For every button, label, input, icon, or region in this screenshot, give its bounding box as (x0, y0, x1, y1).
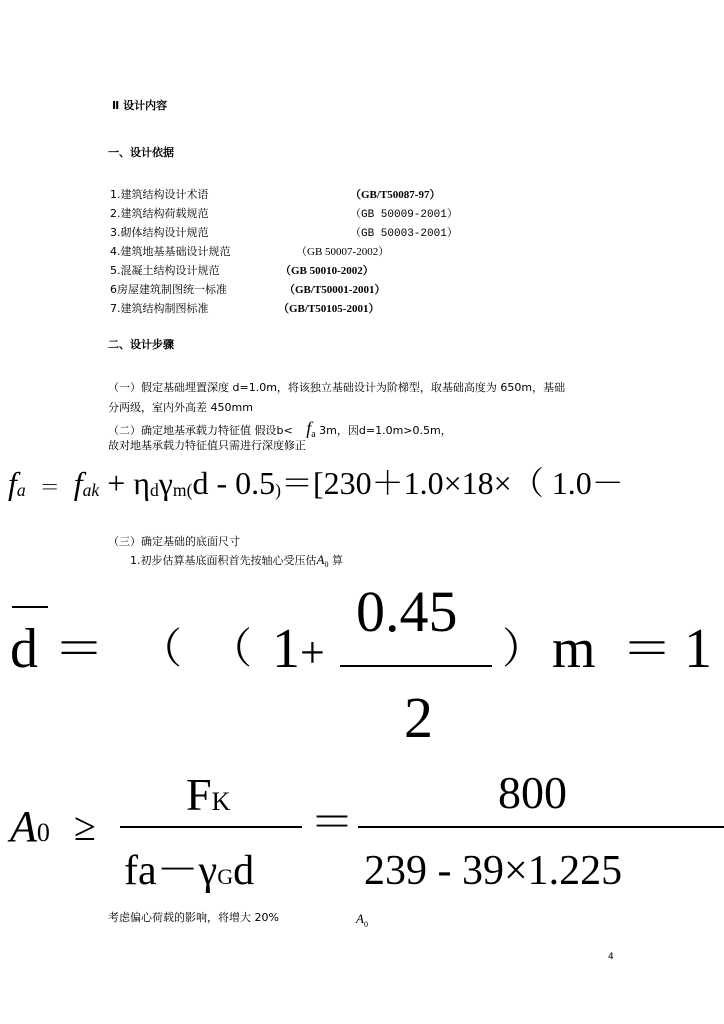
basis-item-code: （GB/T50001-2001） (284, 284, 386, 296)
step2-line2: 故对地基承载力特征值只需进行深度修正 (108, 439, 306, 452)
basis-item-name: 3.砌体结构设计规范 (110, 226, 209, 239)
eq1-eta: η (133, 465, 150, 501)
eq2-equals2: ＝ (622, 621, 672, 677)
basis-item-name: 2.建筑结构荷载规范 (110, 207, 209, 220)
step3-1-end: 算 (331, 554, 343, 567)
bottom-A-wrap (356, 908, 368, 929)
eq2-numerator: 0.45 (356, 579, 458, 644)
basis-item-code: （GB 50007-2002） (296, 246, 390, 258)
eq2-dbar: d (10, 618, 38, 680)
eq3-equals: ＝ (310, 798, 354, 847)
page-number: 4 (608, 952, 614, 962)
eq3-num1-wrap (186, 768, 230, 829)
eq2-equals: ＝ (54, 621, 104, 677)
eq1-fa: f (8, 465, 17, 501)
eq1-fak: f (73, 465, 83, 501)
eq2-denominator: 2 (404, 685, 433, 750)
bottom-A-sub: 0 (363, 920, 368, 930)
eq3-den1-wrap (124, 844, 255, 894)
step3-1-A: A (316, 552, 325, 567)
step2-rest: 3m，因d=1.0m>0.5m， (319, 424, 452, 437)
eq3-den1-d: d (233, 848, 255, 894)
eq1-gamma: γ (158, 465, 173, 501)
eq1-gamma-sub: m( (172, 479, 193, 500)
step3-1-sub: 0 (324, 560, 329, 570)
eq2-one: 1 (272, 618, 300, 680)
eq3-num1: F (186, 769, 212, 820)
eq3-A-wrap (10, 800, 50, 860)
eq3-A: A (10, 802, 37, 851)
eq3-den2: 239 - 39×1.225 (364, 848, 623, 894)
eq2-close: ） (502, 627, 545, 673)
basis-item-name: 7.建筑结构制图标准 (110, 302, 209, 315)
eq1-plus: + (107, 465, 126, 501)
basis-item-name: 6房屋建筑制图统一标准 (110, 283, 227, 296)
eq1-fak-sub: ak (82, 479, 100, 500)
basis-item-code: （GB 50010-2002） (280, 265, 374, 277)
eq3-fraction-bar2 (358, 826, 724, 828)
step3-1 (130, 552, 343, 569)
basis-item-code: （GB/T50087-97） (350, 189, 441, 201)
eq2-paren1: （ (140, 627, 183, 673)
step1-line1: （一）假定基础埋置深度 d=1.0m，将该独立基础设计为阶梯型，取基础高度为 650m，基础 (108, 381, 566, 394)
basis-item-name: 1.建筑结构设计术语 (110, 188, 209, 201)
eq3-fraction-bar1 (120, 826, 302, 828)
eq1-eta-sub: d (149, 479, 159, 500)
eq2-fraction-bar (340, 665, 492, 667)
bearing-capacity-equation (8, 458, 624, 513)
eq3-num1-sub: K (211, 787, 231, 816)
basis-item-name: 4.建筑地基基础设计规范 (110, 245, 231, 258)
basis-item-code: （GB 50003-2001） (350, 228, 458, 240)
eq3-num2: 800 (498, 767, 567, 818)
eq1-rest: ＝[230＋1.0×18×（ 1.0－ (280, 465, 624, 501)
eq2-value: 1 (684, 618, 712, 680)
step1-line2: 分两级，室内外高差 450mm (108, 401, 253, 414)
section-title: Ⅱ 设计内容 (112, 99, 168, 112)
eq2-m: m (552, 618, 596, 680)
basis-item-name: 5.混凝土结构设计规范 (110, 264, 220, 277)
step3-1-text: 1.初步估算基底面积首先按轴心受压估 (130, 554, 317, 567)
eq1-equals: ＝ (39, 477, 60, 499)
step3-title: （三）确定基础的底面尺寸 (108, 535, 240, 548)
step2-text: （二）确定地基承载力特征值 假设b< (108, 424, 293, 437)
eq2-paren2: （ (210, 627, 253, 673)
basis-item-code: （GB/T50105-2001） (278, 303, 380, 315)
eq3-den1-a: fa (124, 848, 157, 894)
step2-fa-sub: a (311, 429, 316, 441)
dbar-overline (12, 606, 48, 608)
heading-design-basis: 一、设计依据 (108, 146, 174, 159)
eq3-A-sub: 0 (36, 818, 50, 847)
eq3-geq: ≥ (74, 804, 96, 849)
heading-design-steps: 二、设计步骤 (108, 338, 174, 351)
eq2-plus: + (300, 628, 325, 677)
eq3-den1-minus: － (156, 848, 199, 894)
step2-fa: f (306, 418, 312, 438)
eq3-den1-gamma-sub: G (217, 864, 234, 889)
bottom-A: A (356, 911, 364, 926)
eq1-fa-sub: a (16, 479, 26, 500)
eq3-den1-gamma: γ (198, 848, 218, 894)
eq1-d-part: d - 0.5 (192, 465, 276, 501)
bottom-note: 考虑偏心荷载的影响，将增大 20% (108, 911, 279, 924)
eq1-close: ) (275, 479, 281, 500)
basis-item-code: （GB 50009-2001） (350, 209, 458, 221)
